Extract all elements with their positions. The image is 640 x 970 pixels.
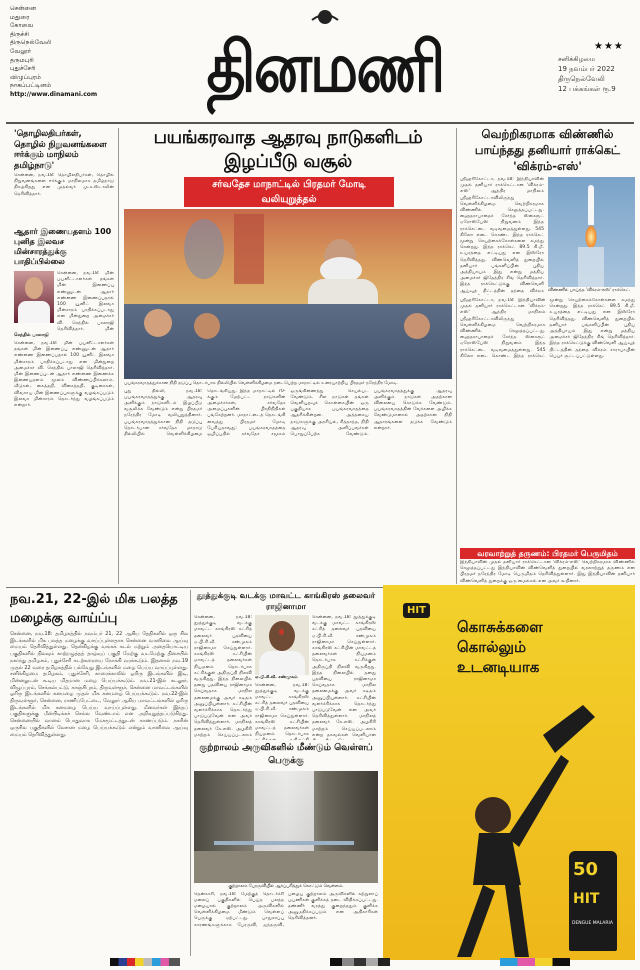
left-column xyxy=(14,128,114,586)
column-divider xyxy=(190,590,191,956)
masthead-logo xyxy=(162,8,488,120)
rocket-body-2: ஸ்ரீஹரிகோட்டா, நவ.18: இந்தியாவின் முதல் தனியார் ராக்கெட்டான 'விக்ரம்-எஸ்' ஆந்திர மாநிலம் ஸ்ரீஹரிகோட்டாவிலிருந்து வெள்ளிக்கிழமை வெற்றிகரமாக விண்ணில் செலுத்தப்பட்டது. ஹைதராபாதைச் சேர்ந்த ஸ்கைரூட் ஏரோஸ்பேஸ் நிறுவனம் இந்த ராக்கெட்டை வடிவமைத்துள்ளது. 545 கிலோ எடை கொண்ட இந்த ராக்கெட் மூன்று செயற்கைக்கோள்களை சுமந்து சென்றது. இந்த ராக்கெட் 89.5 கி.மீ. உயரத்தை எட்டியது என இஸ்ரோ தெரிவித்தது. விண்வெளித் துறையில் தனியார் பங்களிப்பின் புதிய அத்தியாயம் இது என்று மத்திய அமைச்சர் ஜிதேந்திர சிங் தெரிவித்தார். இந்த ராக்கெட்டுக்கு விண்வெளி ஆய்வுத் திட்டத்தின் தந்தை விக்ரம் சாராபாயின் பெயர் சூட்டப்பட்டுள்ளது. xyxy=(460,298,635,359)
can-label: HIT xyxy=(573,891,600,907)
editorial-label[interactable]: வரவாற்றுத் தருணம்: பிரதமர் பெருமிதம் xyxy=(460,548,635,559)
can-sub: DENGUE MALARIA xyxy=(572,921,613,926)
ad-brand-logo: HIT xyxy=(403,603,430,618)
ad-line-3: உடனடியாக xyxy=(457,658,540,676)
issue-edition: திருநெல்வேலி xyxy=(558,75,605,83)
kutralam-caption: குற்றாலம் பேரருவியில் ஆர்ப்பரித்துக் கொட்டும் வெள்ளம். xyxy=(228,884,344,889)
edition-item: புதுச்சேரி xyxy=(10,65,36,73)
registration-bar xyxy=(500,958,570,966)
editorial-body: இந்தியாவின் முதல் தனியார் ராக்கெட்டான 'விக்ரம்-எஸ்' வெற்றிகரமாக விண்ணில் செலுத்தப்பட்டது இந்தியாவின் விண்வெளித் துறையில் வரலாற்றுத் தருணம் என பிரதமர் நரேந்திர மோடி பெருமிதம் தெரிவித்துள்ளார். இது இந்தியாவின் தனியார் விண்வெளித் துறைக்கு ஒரு மைல்கல் என அவர் கூறினார். xyxy=(460,560,635,584)
lead-headline[interactable]: பயங்கரவாத ஆதரவு நாடுகளிடம் இழப்பீடு வசூல் xyxy=(153,127,423,172)
congress-photo xyxy=(255,615,309,675)
ad-line-2: கொல்லும் xyxy=(457,638,527,656)
rain-story xyxy=(10,590,188,958)
registration-bar xyxy=(110,958,180,966)
edition-item: மதுரை xyxy=(10,13,30,21)
edition-item: தருமபுரி xyxy=(10,56,34,64)
ad-product-can xyxy=(569,851,617,951)
rocket-headline[interactable]: வெற்றிகரமாக விண்ணில் பாய்ந்தது தனியார் ராக்கெட் 'விக்ரம்-எஸ்' xyxy=(474,127,621,173)
edition-item: திருநெல்வேலி xyxy=(10,39,52,47)
congress-story xyxy=(194,590,378,740)
rocket-story xyxy=(460,126,635,548)
edition-stars: ★★★ xyxy=(594,41,624,52)
ad-line-1: கொசுக்களை xyxy=(457,618,543,636)
issue-day: சனிக்கிழமை xyxy=(558,55,595,63)
kutralam-body: தென்காசி, நவ.18: மேற்குத் தொடர்ச்சி மலைப் பகுதிகளில் பெய்த பலத்த மழையால் குற்றாலம் அருவிகளில் வெள்ளிக்கிழமை மீண்டும் வெள்ளப் பெருக்கு ஏற்பட்டது. பாதுகாப்பு காரணங்களுக்காக பேரருவி, ஐந்தருவி, பழைய குற்றாலம் அருவிகளில் சுற்றுலாப் பயணிகள் குளிக்கத் தடை விதிக்கப்பட்டது. தண்ணீர் வரத்து குறைந்ததும் குளிக்க அனுமதிக்கப்படும் என அதிகாரிகள் தெரிவித்தனர். xyxy=(194,891,378,928)
edition-item: விழுப்புரம் xyxy=(10,73,42,81)
rain-headline[interactable]: நவ.21, 22-இல் மிக பலத்த மழைக்கு வாய்ப்பு xyxy=(10,592,178,626)
left-headline[interactable]: 'தொழிலதிபர்கள், தொழில் நிறுவனங்களை ஈர்க்கும் மாநிலம் தமிழ்நாடு' xyxy=(14,128,107,170)
column-divider xyxy=(456,128,457,584)
left-body-2: சென்னை, நவ.18: மின் பயனீட்டாளர்கள் தங்கள் மின் இணைப்பு எண்ணுடன் ஆதார் எண்ணை இணைப்பதால் 100 யூனிட் இலவச மின்சாரம் பாதிக்கப்படாது என மின்துறை அமைச்சர் வி. செந்தில் பாலாஜி தெரிவித்தார். மின் xyxy=(57,271,114,331)
lead-subhead: சர்வதேச மாநாட்டில் பிரதமர் மோடி வலியுறுத்தல் xyxy=(184,177,394,207)
lead-story xyxy=(124,126,452,584)
edition-item: திருச்சி xyxy=(10,30,30,38)
edition-list xyxy=(10,5,110,100)
edition-item: சென்னை xyxy=(10,5,37,12)
rocket-caption: விண்ணில் பாய்ந்த 'விக்ரம்-எஸ்' ராக்கெட். xyxy=(548,288,631,293)
lead-body: புது தில்லி, நவ.18: பயங்கரவாதத்துக்கு ஆதரவு அளிக்கும் நாடுகளிடம் இழப்பீடு வசூலிக்க வேண்டும் என்று பிரதமர் நரேந்திர மோடி வலியுறுத்தினார். பயங்கரவாதத்துக்கான நிதி தடுப்பு தொடர்பான சர்வதேச மாநாடு தில்லியில் வெள்ளிக்கிழமை தொடங்கியது. இந்த மாநாட்டில் 70-க்கும் மேற்பட்ட நாடுகளின் அமைச்சர்கள், சர்வதேச அமைப்புகளின் பிரதிநிதிகள் பங்கேற்றனர். மாநாட்டைத் தொடங்கி வைத்து பிரதமர் மோடி பேசியதாவது: பயங்கரவாதத்தை ஒழிப்பதில் சர்வதேச சமூகம் ஒருங்கிணைந்து செயல்பட வேண்டும். சில நாடுகள் தங்கள் வெளியுறவுக் கொள்கையின் ஒரு பகுதியாக பயங்கரவாதத்தை ஆதரிக்கின்றன. அத்தகைய நாடுகளுக்கு அரசியல், சித்தாந்த, நிதி ஆதரவு அளிப்பவர்கள் பொறுப்பேற்க வேண்டும். பயங்கரவாதத்துக்கு ஆதரவு அளிக்கும் நாடுகள் அதற்கான விலையை கொடுக்க வேண்டும். பயங்கரவாதத்தின் வேர்களை அழிக்க வேண்டுமானால் அதற்கான நிதி ஆதாரங்களை தடுக்க வேண்டும் என்றார். xyxy=(124,388,452,438)
lead-caption: பயங்கரவாதத்துக்கான நிதி தடுப்பு தொடர்பாக தில்லியில் வெள்ளிக்கிழமை நடைபெற்ற மாநாட்டில் உரையாற்றிய பிரதமர் நரேந்திர மோடி. xyxy=(124,381,399,386)
hit-advertisement[interactable] xyxy=(383,585,635,960)
minister-caption: செந்தில் பாலாஜி xyxy=(14,333,49,338)
masthead-info xyxy=(558,54,638,94)
header-rule xyxy=(6,122,634,124)
kutralam-headline[interactable]: குற்றாலம் அருவிகளில் மீண்டும் வெள்ளப் பெருக்கு xyxy=(199,743,373,766)
issue-date: 19 நவம்பர் 2022 xyxy=(558,65,615,73)
rain-body: சென்னை, நவ.18: தமிழகத்தில் நவம்பர் 21, 22 ஆகிய தேதிகளில் ஒரு சில இடங்களில் மிக பலத்த மழைக்கு வாய்ப்புள்ளதாக சென்னை வானிலை ஆய்வு மையம் தெரிவித்துள்ளது. தென்கிழக்கு வங்கக் கடல் மற்றும் அதையொட்டிய பகுதிகளில் நிலவும் காற்றழுத்தத் தாழ்வுப் பகுதி மேற்கு வடமேற்கு திசையில் நகர்ந்து தமிழகம், புதுச்சேரி கடற்கரையை நோக்கி வரக்கூடும். இதனால் நவ.19 முதல் 22 வரை தமிழகத்தில் பல்வேறு இடங்களில் மழை பெய்ய வாய்ப்புள்ளது. சனிக்கிழமை தமிழகம், புதுச்சேரி, காரைக்காலில் ஓரிரு இடங்களில் இடி, மின்னலுடன் கூடிய மிதமான மழை பெய்யக்கூடும். நவ.21-இல் கடலூர், விழுப்புரம், செங்கல்பட்டு, காஞ்சிபுரம், திருவள்ளூர், சென்னை மாவட்டங்களில் ஓரிரு இடங்களில் கனமழை முதல் மிக கனமழை பெய்யக்கூடும். நவ.22-இல் திருவள்ளூர், சென்னை, ராணிப்பேட்டை, வேலூர் ஆகிய மாவட்டங்களில் ஓரிரு இடங்களில் மிக கனமழை பெய்ய வாய்ப்புள்ளது. மீனவர்கள் இந்தப் பகுதிகளுக்கு மீன்பிடிக்கச் செல்ல வேண்டாம் என அறிவுறுத்தப்படுகிறது. சென்னையில் வானம் பொதுவாக மேகமூட்டத்துடன் காணப்படும். நகரின் ஒருசில பகுதிகளில் லேசான மழை பெய்யக்கூடும் என்றும் வானிலை ஆய்வு மையம் தெரிவித்துள்ளது. xyxy=(10,631,188,738)
left-body-3: சென்னை, நவ.18: மின் பயனீட்டாளர்கள் தங்கள் மின் இணைப்பு எண்ணுடன் ஆதார் எண்ணை இணைப்பதால் 100 யூனிட் இலவச மின்சாரம் பாதிக்கப்படாது என மின்துறை அமைச்சர் வி. செந்தில் பாலாஜி தெரிவித்தார். மின் இணைப்புடன் ஆதார் எண்ணை இணைக்க இணையதளம் மூலம் விண்ணப்பிக்கலாம். வீடுகள், கைத்தறி, விசைத்தறி, குடிசைகள், விவசாய மின் இணைப்புகளுக்கு வழங்கப்படும் இலவச மின்சாரம் தொடர்ந்து வழங்கப்படும் என்றார். xyxy=(14,341,114,409)
waterfall-photo xyxy=(194,771,378,883)
masthead-title: தினமணி xyxy=(206,27,444,109)
registration-bar xyxy=(330,958,390,966)
left-body: சென்னை, நவ.18: தொழிலதிபர்கள், தொழில் நிறுவனங்களை ஈர்க்கும் மாநிலமாக தமிழ்நாடு திகழ்கிறது என முதல்வர் மு.க.ஸ்டாலின் தெரிவித்தார். xyxy=(14,173,114,197)
edition-item: கோவை xyxy=(10,22,34,30)
congress-caption: ஏ.பி.சி.வீ. சண்முகம் xyxy=(255,675,298,680)
rocket-body-1: ஸ்ரீஹரிகோட்டா, நவ.18: இந்தியாவின் முதல் தனியார் ராக்கெட்டான 'விக்ரம்-எஸ்' ஆந்திர மாநிலம் ஸ்ரீஹரிகோட்டாவிலிருந்து வெள்ளிக்கிழமை வெற்றிகரமாக விண்ணில் செலுத்தப்பட்டது. ஹைதராபாதைச் சேர்ந்த ஸ்கைரூட் ஏரோஸ்பேஸ் நிறுவனம் இந்த ராக்கெட்டை வடிவமைத்துள்ளது. 545 கிலோ எடை கொண்ட இந்த ராக்கெட் மூன்று செயற்கைக்கோள்களை சுமந்து சென்றது. இந்த ராக்கெட் 89.5 கி.மீ. உயரத்தை எட்டியது என இஸ்ரோ தெரிவித்தது. விண்வெளித் துறையில் தனியார் பங்களிப்பின் புதிய அத்தியாயம் இது என்று மத்திய அமைச்சர் ஜிதேந்திர சிங் தெரிவித்தார். இந்த ராக்கெட்டுக்கு விண்வெளி ஆய்வுத் திட்டத்தின் தந்தை விக்ரம் xyxy=(460,177,544,294)
column-divider xyxy=(118,128,119,584)
congress-body-2: சென்னை, நவ.18: தூத்துக்குடி வடக்கு மாவட்ட காங்கிரஸ் கட்சித் தலைவர் பதவியை ஏ.பி.சி.வீ. சண்முகம் ராஜினாமா செய்துள்ளார். காங்கிரஸ் கட்சியின் மாவட்டத் தலைவர்கள் நியமனம் தொடர்பாக xyxy=(255,682,309,738)
congress-body-1: சென்னை, நவ.18: தூத்துக்குடி வடக்கு மாவட்ட காங்கிரஸ் கட்சித் தலைவர் பதவியை ஏ.பி.சி.வீ. சண்முகம் ராஜினாமா செய்துள்ளார். காங்கிரஸ் கட்சியின் மாவட்டத் தலைவர்கள் நியமனம் தொடர்பாக கட்சிக்குள் அதிருப்தி நிலவி வருகிறது. இந்த நிலையில் தனது பதவியை ராஜினாமா செய்வதாக மாநில தலைமைக்கு அவர் கடிதம் அனுப்பியுள்ளார். கட்சியின் வளர்ச்சிக்காக தொடர்ந்து பாடுபடுவேன் என அவர் தெரிவித்துள்ளார். மாநிலத் தலைவர் கே.எஸ். அழகிரி மாற்றம் செய்யப்படலாம் xyxy=(194,615,252,738)
editorial-box xyxy=(460,548,635,586)
left-subheadline[interactable]: ஆதார் இணையதளம் 100 புனித இலவச மின்சாரத்துக்கு பாதிப்பில்லை xyxy=(14,227,112,266)
edition-item: வேலூர் xyxy=(10,47,32,55)
congress-headline[interactable]: தூத்துக்குடி வடக்கு மாவட்ட காங்கிரஸ் தலைவர் ராஜினாமா xyxy=(196,590,376,611)
can-number: 50 xyxy=(573,859,599,880)
website-link[interactable]: http://www.dinamani.com xyxy=(10,90,98,98)
issue-pages-price: 12 பக்கங்கள் ரூ.9 xyxy=(558,85,616,93)
edition-item: நாகப்பட்டினம் xyxy=(10,82,52,90)
congress-body-3: சென்னை, நவ.18: தூத்துக்குடி வடக்கு மாவட்ட காங்கிரஸ் கட்சித் தலைவர் பதவியை ஏ.பி.சி.வீ. சண்முகம் ராஜினாமா செய்துள்ளார். காங்கிரஸ் கட்சியின் மாவட்டத் தலைவர்கள் நியமனம் தொடர்பாக கட்சிக்குள் அதிருப்தி நிலவி வருகிறது. இந்த நிலையில் தனது பதவியை ராஜினாமா செய்வதாக மாநில தலைமைக்கு அவர் கடிதம் அனுப்பியுள்ளார். கட்சியின் வளர்ச்சிக்காக தொடர்ந்து பாடுபடுவேன் என அவர் தெரிவித்துள்ளார். மாநிலத் தலைவர் கே.எஸ். அழகிரி மாற்றம் செய்யப்படலாம் என்ற தகவல்கள் வெளியான xyxy=(312,615,376,738)
kutralam-story xyxy=(194,742,378,958)
lead-photo xyxy=(124,209,452,379)
minister-photo xyxy=(14,271,54,323)
rocket-photo xyxy=(548,177,635,287)
